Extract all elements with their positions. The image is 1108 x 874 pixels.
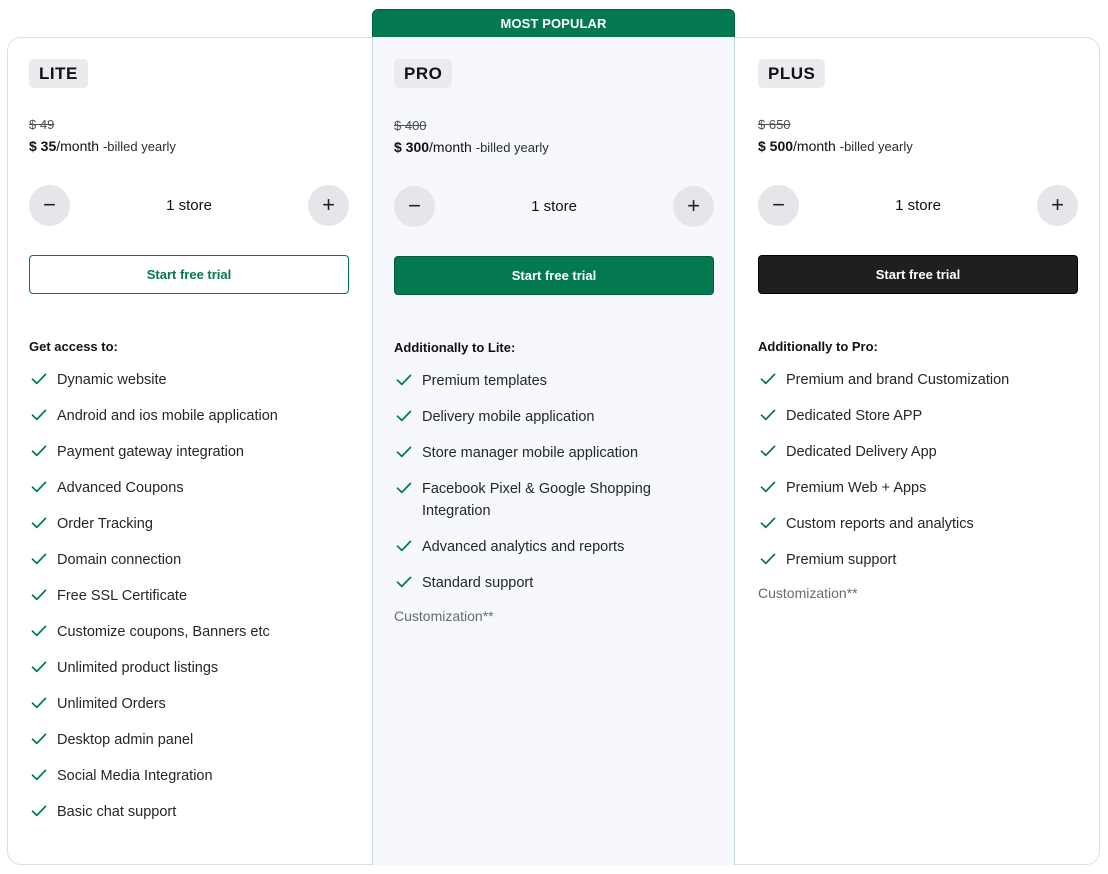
feature-item xyxy=(29,369,349,391)
plan-card-pro xyxy=(372,37,735,865)
feature-item xyxy=(394,442,714,464)
plan-name: PLUS xyxy=(758,59,825,88)
checkmark-icon xyxy=(396,409,412,423)
feature-item xyxy=(758,369,1078,391)
feature-label: Delivery mobile application xyxy=(422,409,595,425)
feature-label: Unlimited Orders xyxy=(57,696,166,712)
checkmark-icon xyxy=(760,372,776,386)
feature-label: Desktop admin panel xyxy=(57,732,194,748)
price xyxy=(29,138,176,154)
plan-card-plus xyxy=(735,37,1100,865)
feature-label: Dedicated Store APP xyxy=(786,408,923,424)
feature-item xyxy=(394,370,714,392)
checkmark-icon xyxy=(31,552,47,566)
store-stepper xyxy=(29,185,349,227)
feature-label: Standard support xyxy=(422,575,534,591)
checkmark-icon xyxy=(396,481,412,495)
checkmark-icon xyxy=(31,588,47,602)
store-stepper xyxy=(394,186,714,228)
checkmark-icon xyxy=(396,445,412,459)
feature-item xyxy=(758,513,1078,535)
checkmark-icon xyxy=(760,552,776,566)
price xyxy=(394,139,549,155)
feature-label: Premium Web + Apps xyxy=(786,480,927,496)
checkmark-icon xyxy=(760,516,776,530)
old-price: $ 650 xyxy=(758,117,791,132)
feature-label: Unlimited product listings xyxy=(57,660,219,676)
feature-item xyxy=(394,572,714,594)
feature-item xyxy=(29,657,349,679)
checkmark-icon xyxy=(31,516,47,530)
customization-note: Customization** xyxy=(394,608,494,624)
store-count: 1 store xyxy=(895,197,941,214)
feature-item xyxy=(29,621,349,643)
feature-item xyxy=(29,477,349,499)
features-title: Additionally to Lite: xyxy=(394,340,516,355)
billing-note: -billed yearly xyxy=(839,139,913,154)
price-amount: $ 500 xyxy=(758,138,794,154)
feature-item xyxy=(29,693,349,715)
feature-item xyxy=(29,585,349,607)
store-count: 1 store xyxy=(166,197,212,214)
feature-label: Advanced Coupons xyxy=(57,480,184,496)
old-price: $ 400 xyxy=(394,118,427,133)
feature-list xyxy=(29,369,349,837)
plan-card-lite xyxy=(7,37,372,865)
feature-item xyxy=(29,441,349,463)
feature-item xyxy=(29,729,349,751)
checkmark-icon xyxy=(31,624,47,638)
checkmark-icon xyxy=(31,480,47,494)
feature-item xyxy=(758,441,1078,463)
start-free-trial-button[interactable]: Start free trial xyxy=(758,255,1078,294)
price-amount: $ 300 xyxy=(394,139,430,155)
checkmark-icon xyxy=(31,804,47,818)
checkmark-icon xyxy=(396,539,412,553)
price-amount: $ 35 xyxy=(29,138,57,154)
feature-label: Premium templates xyxy=(422,373,547,389)
feature-list xyxy=(758,369,1078,601)
checkmark-icon xyxy=(31,408,47,422)
price-period: /month xyxy=(429,139,472,155)
feature-label: Free SSL Certificate xyxy=(57,588,188,604)
most-popular-banner: MOST POPULAR xyxy=(372,9,735,38)
feature-label: Dynamic website xyxy=(57,372,167,388)
store-count: 1 store xyxy=(531,198,577,215)
customization-note: Customization** xyxy=(758,585,858,601)
start-free-trial-button[interactable]: Start free trial xyxy=(394,256,714,295)
feature-item xyxy=(758,405,1078,427)
increase-stores-button[interactable]: + xyxy=(1037,185,1078,226)
feature-item xyxy=(29,513,349,535)
feature-item xyxy=(29,801,349,823)
checkmark-icon xyxy=(31,696,47,710)
decrease-stores-button[interactable]: − xyxy=(394,186,435,227)
start-free-trial-button[interactable]: Start free trial xyxy=(29,255,349,294)
checkmark-icon xyxy=(31,444,47,458)
checkmark-icon xyxy=(760,480,776,494)
plan-name: PRO xyxy=(394,59,452,88)
billing-note: -billed yearly xyxy=(102,139,176,154)
feature-item xyxy=(394,536,714,558)
increase-stores-button[interactable]: + xyxy=(673,186,714,227)
checkmark-icon xyxy=(31,660,47,674)
feature-item xyxy=(29,765,349,787)
feature-item xyxy=(29,405,349,427)
checkmark-icon xyxy=(396,575,412,589)
checkmark-icon xyxy=(31,372,47,386)
plan-name: LITE xyxy=(29,59,88,88)
store-stepper xyxy=(758,185,1078,227)
feature-label: Basic chat support xyxy=(57,804,177,820)
price-period: /month xyxy=(56,138,100,154)
checkmark-icon xyxy=(31,732,47,746)
feature-list xyxy=(394,370,714,624)
feature-label: Customize coupons, Banners etc xyxy=(57,624,270,640)
feature-item xyxy=(29,549,349,571)
billing-note: -billed yearly xyxy=(475,140,549,155)
old-price: $ 49 xyxy=(29,117,55,132)
feature-label: Facebook Pixel & Google Shopping Integration xyxy=(422,481,651,519)
feature-label: Custom reports and analytics xyxy=(786,516,974,532)
feature-label: Premium and brand Customization xyxy=(786,372,1010,388)
checkmark-icon xyxy=(396,373,412,387)
checkmark-icon xyxy=(760,444,776,458)
price-period: /month xyxy=(793,138,836,154)
feature-item xyxy=(394,406,714,428)
feature-item xyxy=(758,549,1078,571)
feature-label: Social Media Integration xyxy=(57,768,213,784)
features-title: Get access to: xyxy=(29,339,118,354)
features-title: Additionally to Pro: xyxy=(758,339,878,354)
price xyxy=(758,138,913,154)
feature-label: Android and ios mobile application xyxy=(57,408,278,424)
increase-stores-button[interactable]: + xyxy=(308,185,349,226)
feature-item xyxy=(758,477,1078,499)
checkmark-icon xyxy=(760,408,776,422)
feature-label: Dedicated Delivery App xyxy=(786,444,937,460)
checkmark-icon xyxy=(31,768,47,782)
decrease-stores-button[interactable]: − xyxy=(758,185,799,226)
feature-label: Advanced analytics and reports xyxy=(422,539,625,555)
feature-label: Order Tracking xyxy=(57,516,153,532)
feature-label: Domain connection xyxy=(57,552,182,568)
feature-label: Payment gateway integration xyxy=(57,444,244,460)
feature-label: Store manager mobile application xyxy=(422,445,639,461)
feature-item xyxy=(394,478,714,522)
decrease-stores-button[interactable]: − xyxy=(29,185,70,226)
feature-label: Premium support xyxy=(786,552,897,568)
